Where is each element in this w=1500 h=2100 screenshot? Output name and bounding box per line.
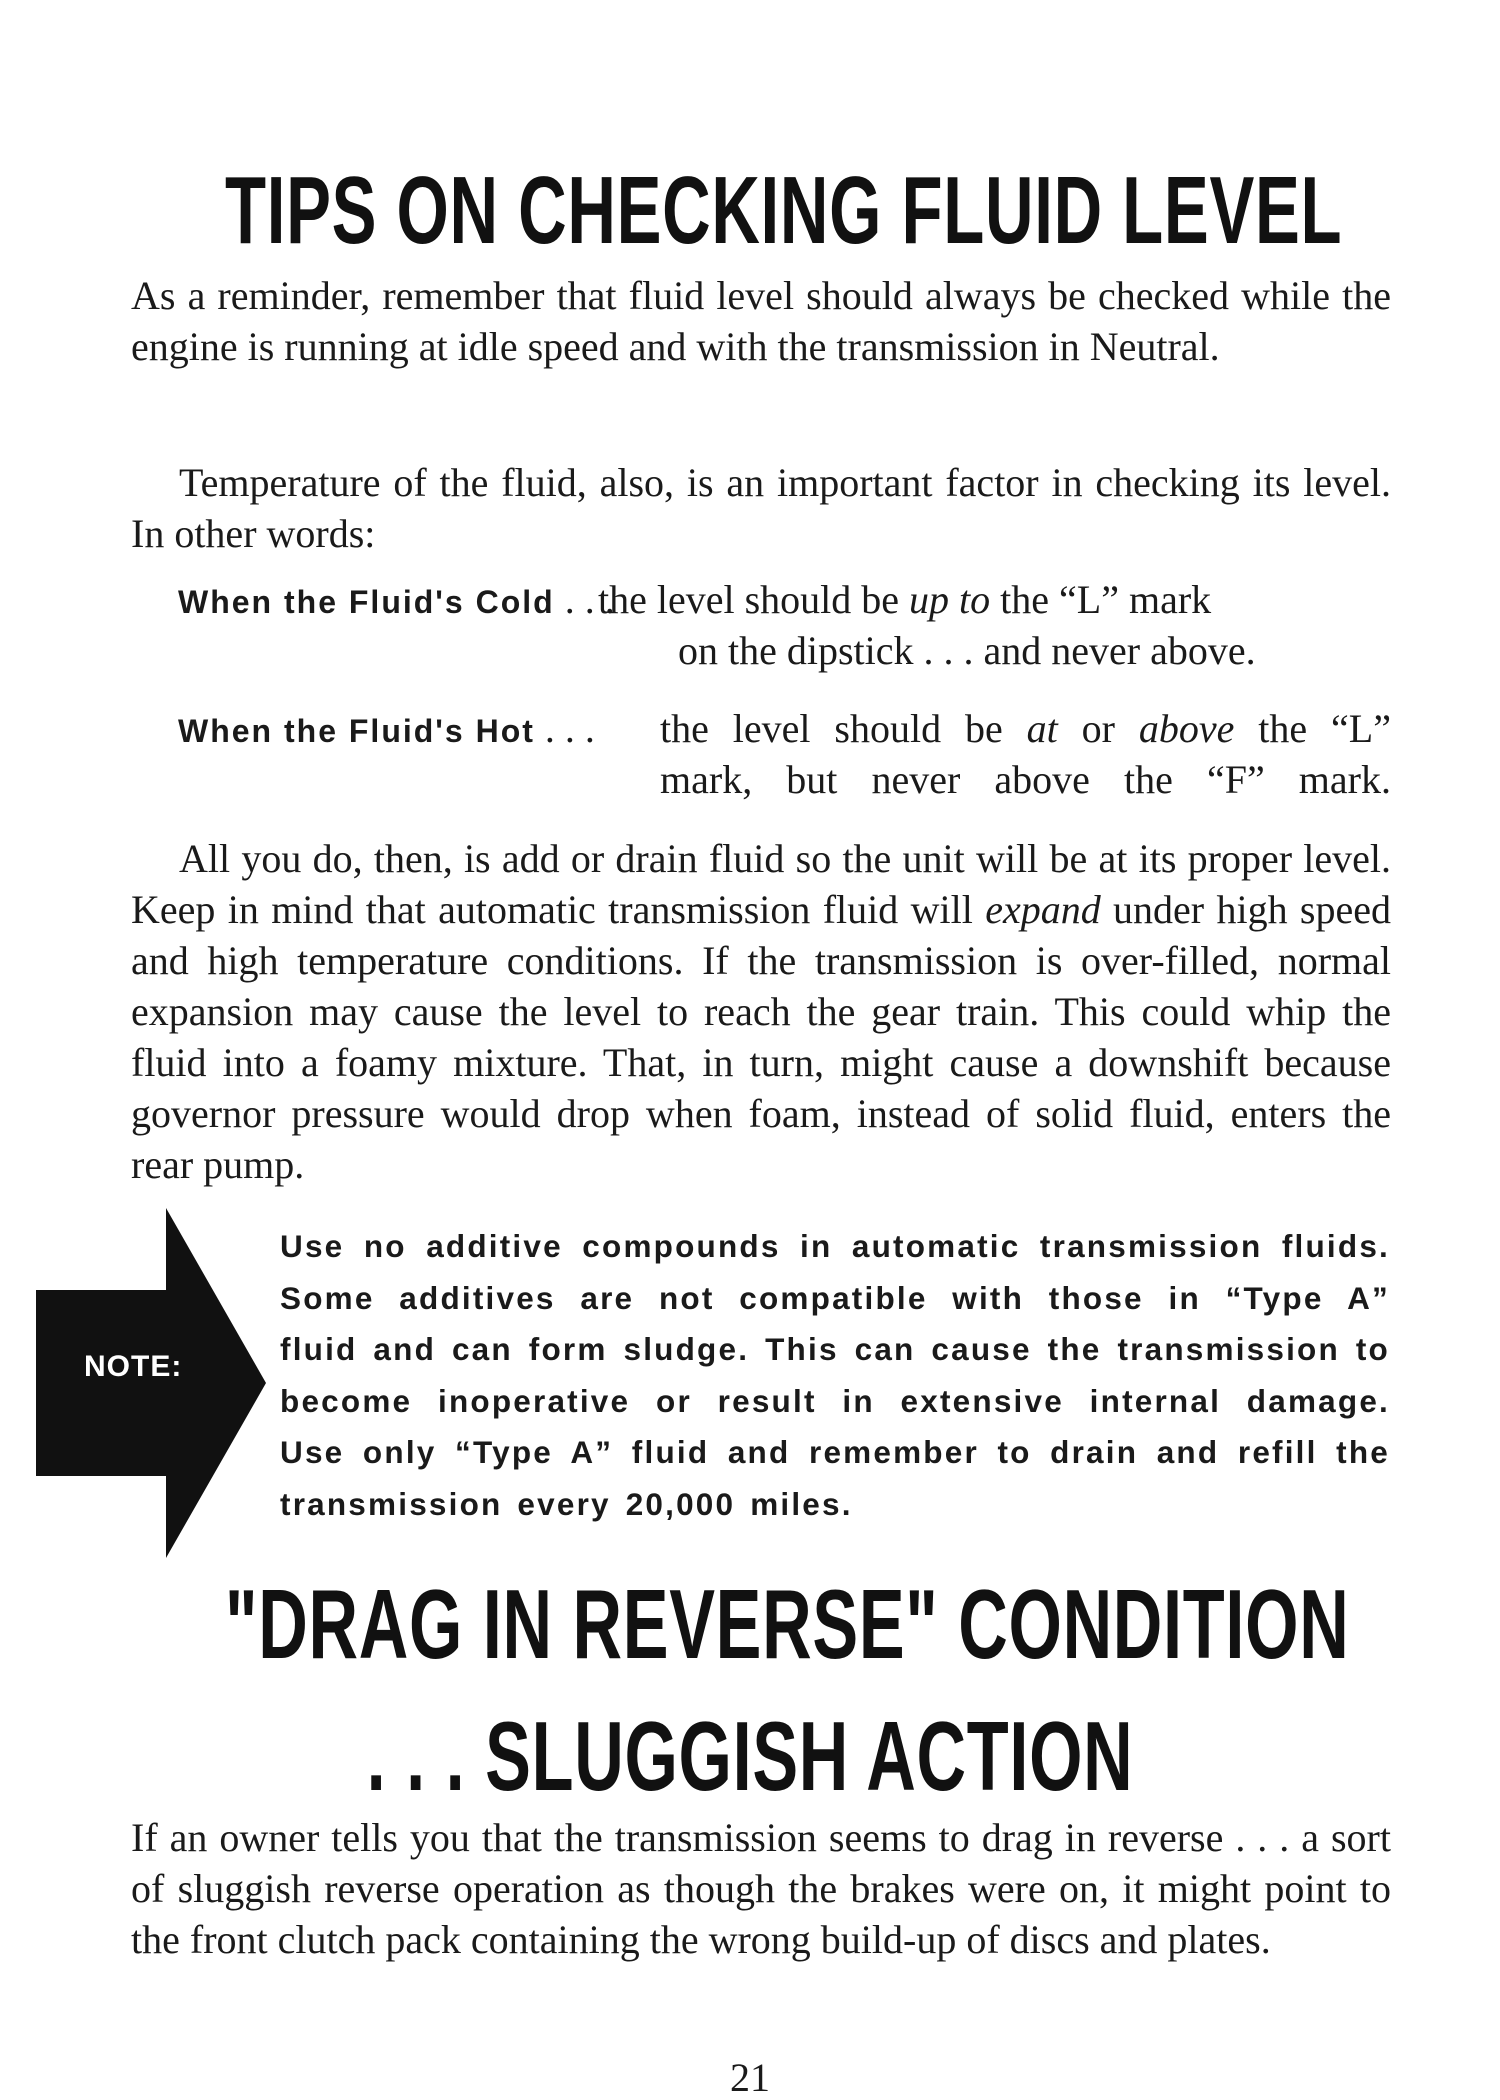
hot-post: the “L” — [1234, 706, 1391, 751]
note-label: NOTE: — [84, 1350, 183, 1383]
reminder-paragraph: As a reminder, remember that fluid level should always be checked while the engine is running at idle speed and with the transmission in Neutral. — [131, 273, 1391, 369]
cold-line1-em: up to — [909, 577, 991, 622]
hot-label-text: When the Fluid's Hot — [178, 713, 535, 749]
section-title-line1: "DRAG IN REVERSE" CONDITION — [225, 1569, 1350, 1679]
cold-label-text: When the Fluid's Cold — [178, 584, 555, 620]
drag-paragraph: If an owner tells you that the transmission seems to drag in reverse . . . a sort of sluggish reverse operation as though the brakes were on, it might point to the front clutch pack containing the wrong build-up of discs and plates. — [131, 1815, 1391, 1962]
drain-text-post: under high speed and high temperature conditions. If the transmission is over-filled, normal expansion may cause the level to reach the gear train. This could whip the fluid into a foamy mixture. That, in turn, might cause a downshift because governor pressure would drop when foam, instead of solid fluid, enters the rear pump. — [131, 887, 1391, 1187]
page-number: 21 — [730, 2055, 770, 2100]
temperature-paragraph: Temperature of the fluid, also, is an important factor in checking its level. In other words: — [131, 460, 1391, 556]
hot-mid: or — [1057, 706, 1139, 751]
hot-line2: mark, but never above the “F” mark. — [660, 757, 1391, 802]
cold-line1-pre: the level should be — [598, 577, 910, 622]
hot-condition-label: When the Fluid's Hot . . . — [178, 706, 595, 751]
cold-line2: on the dipstick . . . and never above. — [678, 628, 1256, 673]
drain-paragraph — [131, 833, 1391, 1190]
cold-condition-text — [598, 574, 1390, 676]
section-title-line2: . . . SLUGGISH ACTION — [366, 1701, 1134, 1811]
drain-text-pre: All you do, then, is add or drain fluid so the unit will be at its proper level. Keep in mind that automatic transmission fluid will — [131, 836, 1391, 932]
hot-pre: the level should be — [660, 706, 1027, 751]
hot-condition-text — [660, 703, 1391, 805]
cold-line1-post: the “L” mark — [990, 577, 1212, 622]
page-title: TIPS ON CHECKING FLUID LEVEL — [225, 157, 1343, 264]
cold-condition-label: When the Fluid's Cold . . . — [178, 577, 615, 622]
drain-text-em: expand — [985, 887, 1101, 932]
hot-em1: at — [1026, 706, 1058, 751]
note-text: Use no additive compounds in automatic transmission fluids. Some additives are not compatible with those in “Type A” fluid and can form sludge. This can cause the transmission to become inoperative or result in extensive internal damage. Use only “Type A” fluid and remember to drain and refill the transmission every 20,000 miles. — [280, 1228, 1390, 1522]
hot-em2: above — [1138, 706, 1235, 751]
